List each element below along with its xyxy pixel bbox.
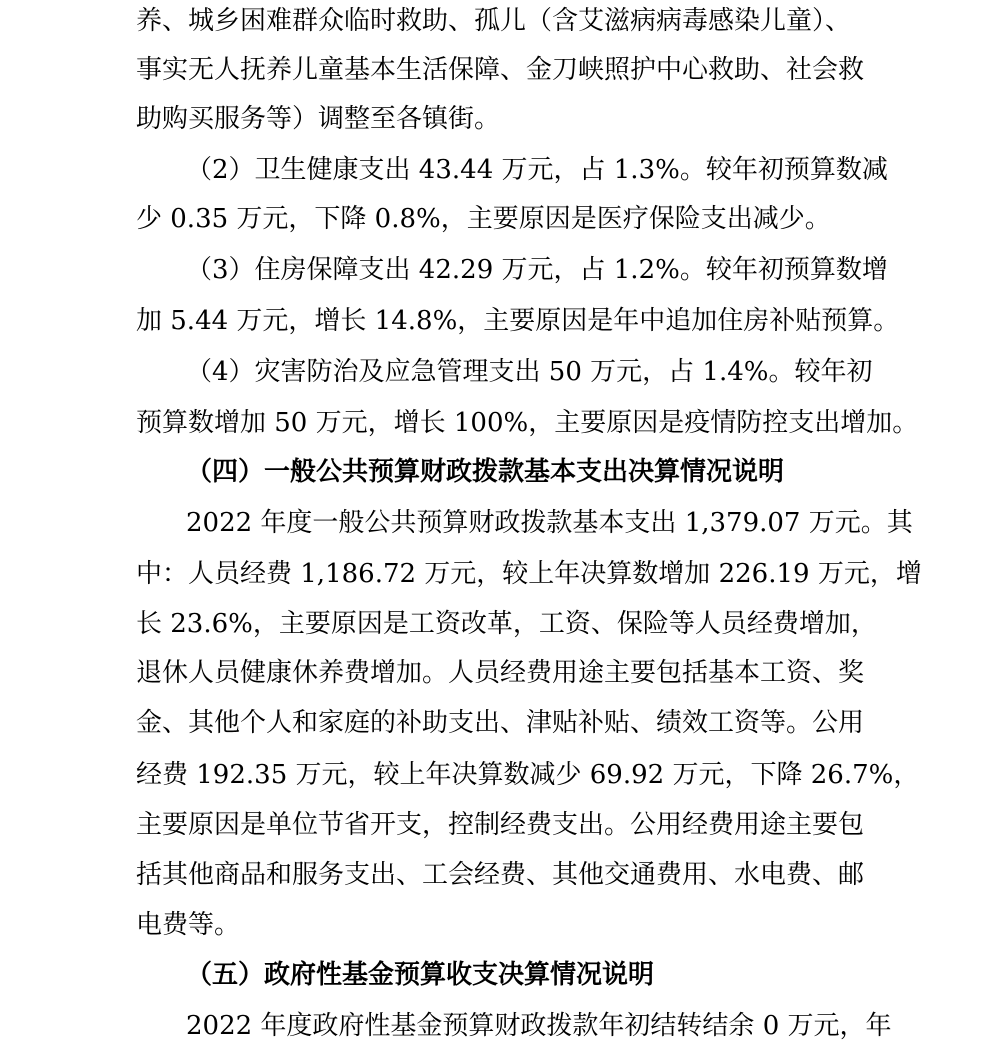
text-line-21: 2022 年度政府性基金预算财政拨款年初结转结余 0 万元，年	[186, 1011, 892, 1041]
text-line-12: 中：人员经费 1,186.72 万元，较上年决算数增加 226.19 万元，增	[136, 559, 922, 589]
text-line-11: 2022 年度一般公共预算财政拨款基本支出 1,379.07 万元。其	[186, 508, 913, 538]
text-line-8: （4）灾害防治及应急管理支出 50 万元，占 1.4%。较年初	[186, 357, 873, 387]
text-line-2: 事实无人抚养儿童基本生活保障、金刀峡照护中心救助、社会救	[136, 55, 865, 85]
text-line-5: 少 0.35 万元，下降 0.8%，主要原因是医疗保险支出减少。	[136, 204, 831, 234]
text-line-7: 加 5.44 万元，增长 14.8%，主要原因是年中追加住房补贴预算。	[136, 306, 900, 336]
text-line-13: 长 23.6%，主要原因是工资改革，工资、保险等人员经费增加，	[136, 609, 877, 639]
text-line-19: 电费等。	[136, 910, 241, 940]
text-line-1: 养、城乡困难群众临时救助、孤儿（含艾滋病病毒感染儿童）、	[136, 6, 852, 36]
text-line-17: 主要原因是单位节省开支，控制经费支出。公用经费用途主要包	[136, 810, 865, 840]
section-heading-4: （四）一般公共预算财政拨款基本支出决算情况说明	[186, 457, 785, 487]
text-line-4: （2）卫生健康支出 43.44 万元，占 1.3%。较年初预算数减	[186, 155, 888, 185]
section-heading-5: （五）政府性基金预算收支决算情况说明	[186, 960, 655, 990]
text-line-6: （3）住房保障支出 42.29 万元，占 1.2%。较年初预算数增	[186, 255, 888, 285]
text-line-16: 经费 192.35 万元，较上年决算数减少 69.92 万元，下降 26.7%，	[136, 760, 920, 790]
text-line-18: 括其他商品和服务支出、工会经费、其他交通费用、水电费、邮	[136, 860, 865, 890]
text-line-3: 助购买服务等）调整至各镇街。	[136, 104, 501, 134]
text-line-14: 退休人员健康休养费增加。人员经费用途主要包括基本工资、奖	[136, 658, 865, 688]
text-line-9: 预算数增加 50 万元，增长 100%，主要原因是疫情防控支出增加。	[136, 408, 919, 438]
text-line-15: 金、其他个人和家庭的补助支出、津贴补贴、绩效工资等。公用	[136, 708, 865, 738]
